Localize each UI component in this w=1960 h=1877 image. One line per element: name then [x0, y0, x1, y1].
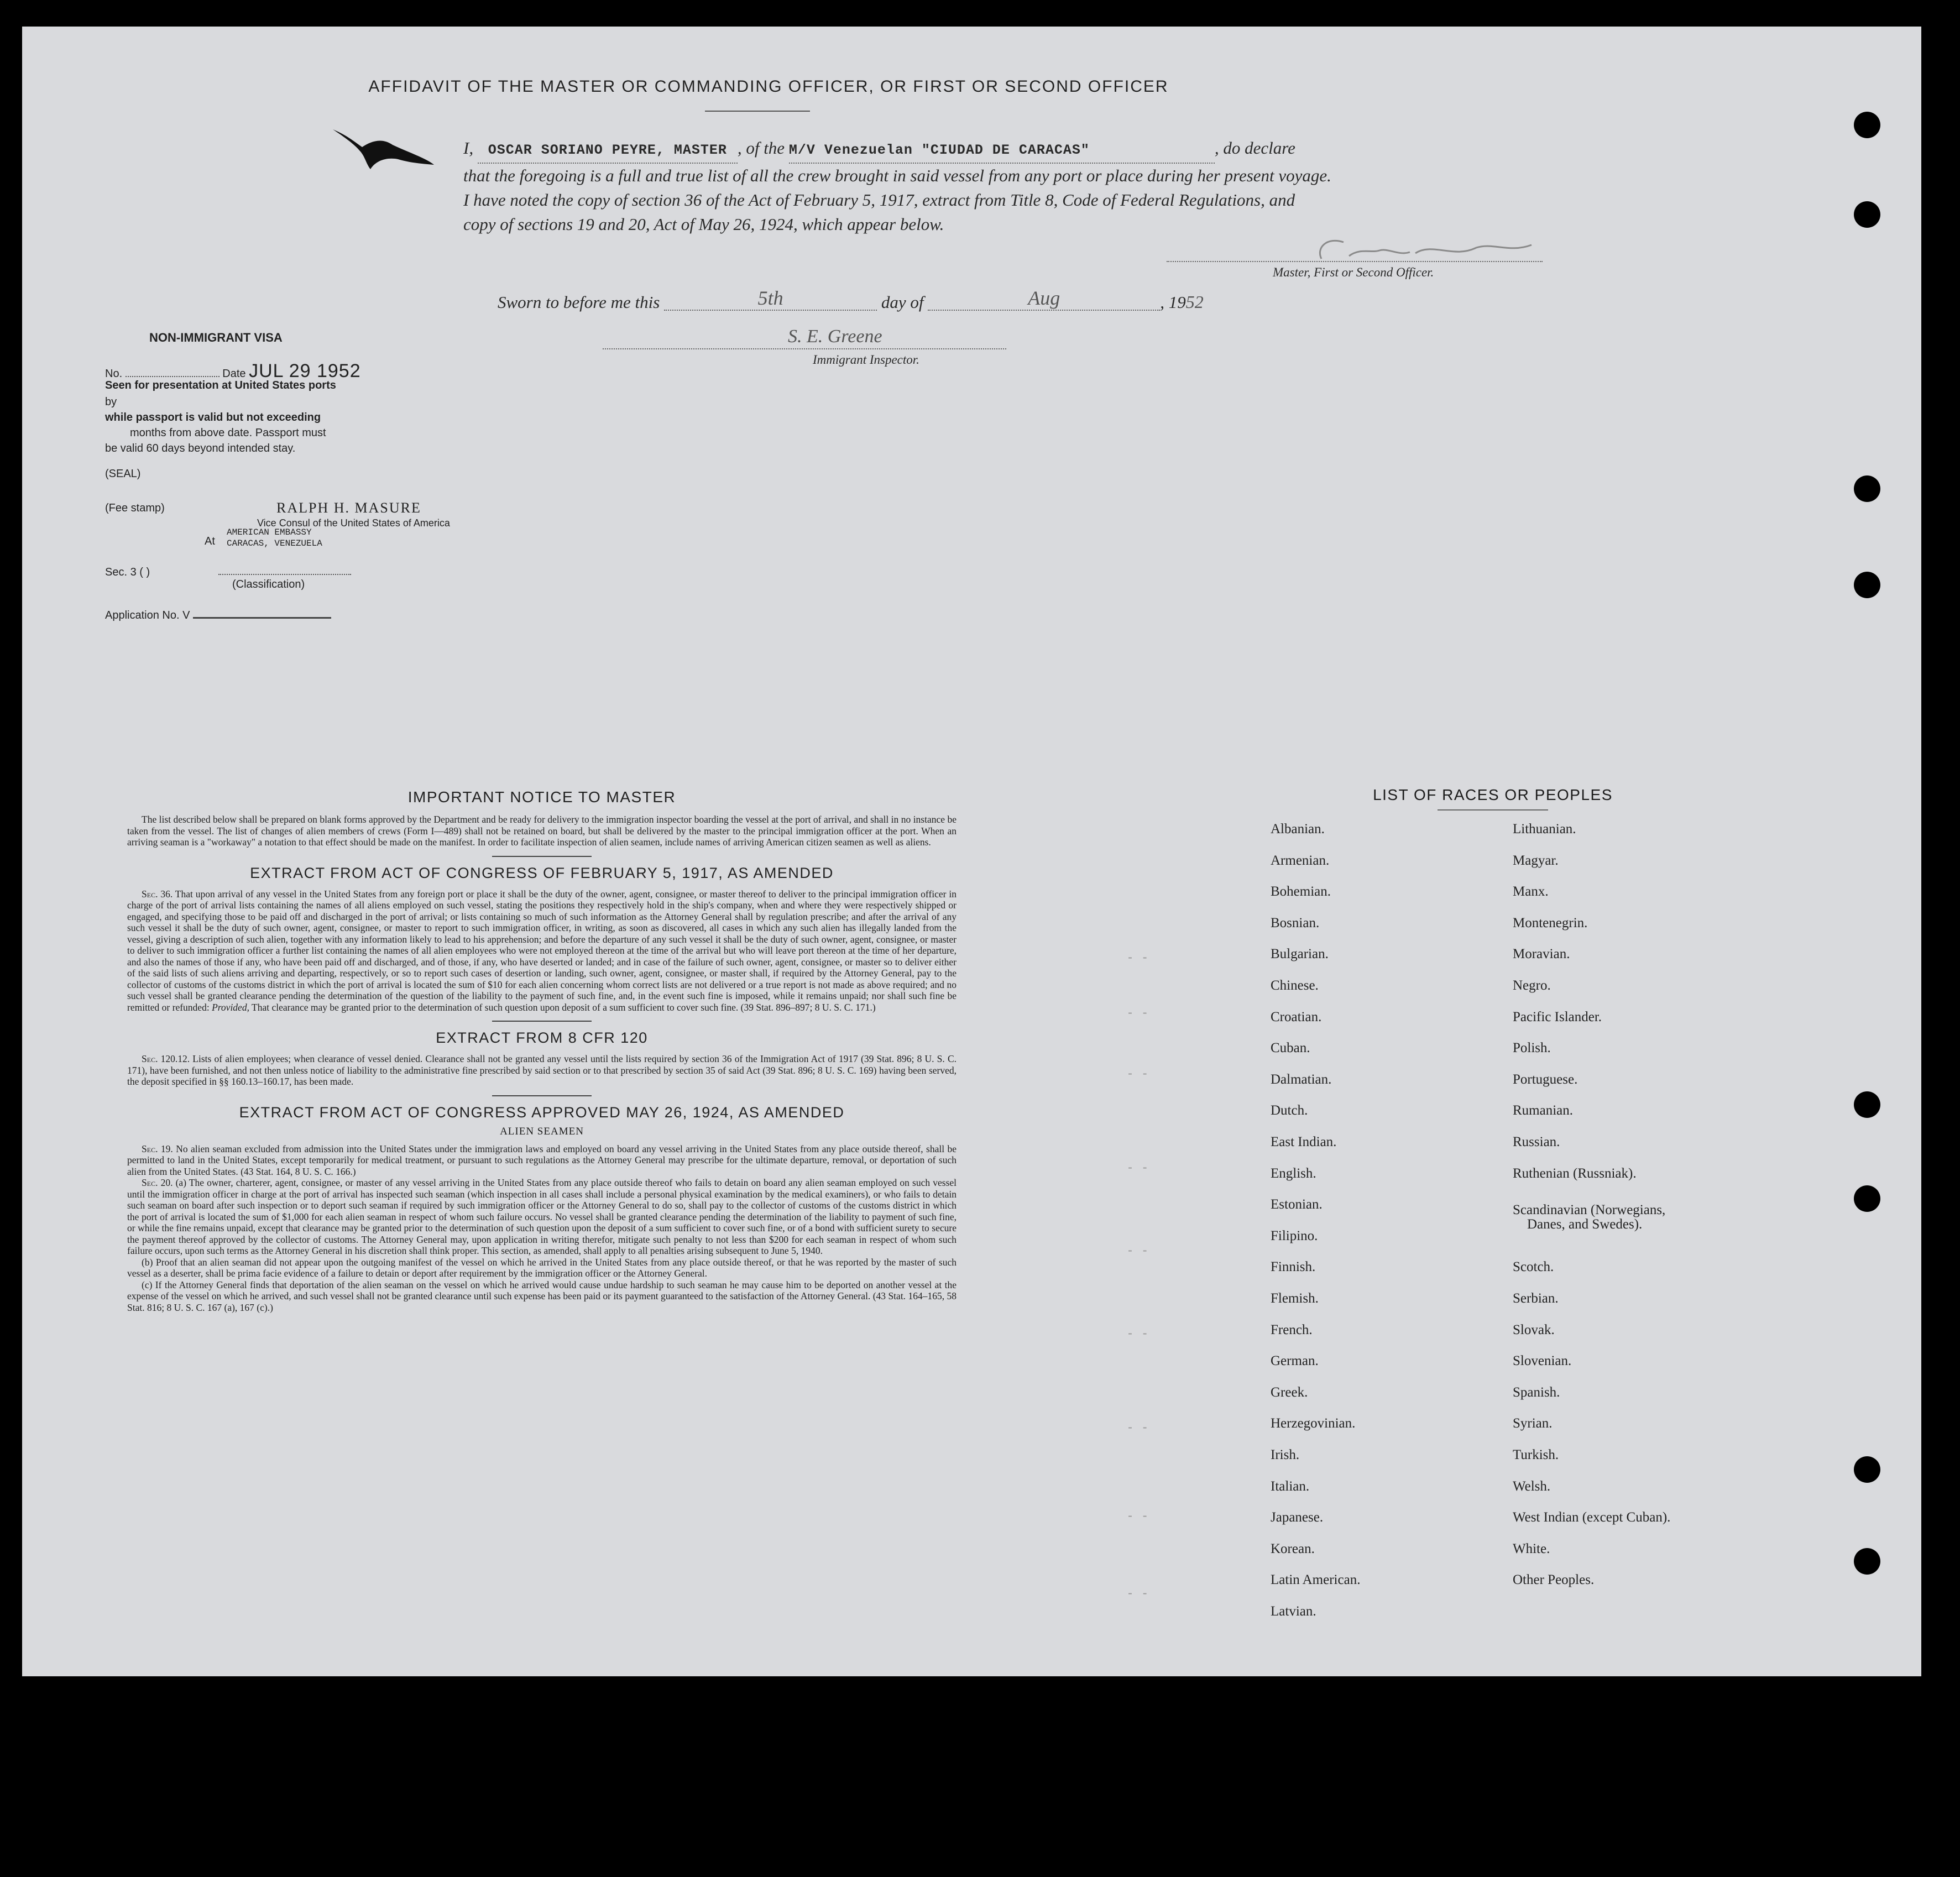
- race-item: Flemish.: [1271, 1291, 1319, 1306]
- race-item: Slovak.: [1513, 1322, 1555, 1337]
- race-item: Bulgarian.: [1271, 947, 1329, 962]
- sworn-day: 5th: [757, 287, 783, 309]
- title-underline: [705, 111, 810, 112]
- declaration-line-3: I have noted the copy of section 36 of the Act of February 5, 1917, extract from Title 8, Code of Federal Regulations, and: [463, 190, 1295, 210]
- sworn-month: Aug: [1028, 287, 1060, 309]
- notice-title: IMPORTANT NOTICE TO MASTER: [407, 788, 676, 806]
- race-item: Korean.: [1271, 1541, 1315, 1556]
- race-item: Russian.: [1513, 1134, 1560, 1149]
- race-item: Moravian.: [1513, 947, 1570, 962]
- visa-classification: (Classification): [232, 578, 305, 590]
- sec-20b-text: [127, 1257, 957, 1279]
- declaration-line-1: [463, 136, 1547, 164]
- sec-20b-body: (b) Proof that an alien seaman did not appear upon the outgoing manifest of the vessel on which he arrived in the United States from any place outside thereof, or that he was reported by the master of such vessel as a deserter, shall be prima facie evidence of a failure to detain or deport after requirement by the immigration officer or the Attorney General.: [127, 1256, 957, 1279]
- race-item: Magyar.: [1513, 853, 1559, 868]
- race-item: Bohemian.: [1271, 884, 1331, 900]
- master-signature-caption: Master, First or Second Officer.: [1273, 265, 1434, 279]
- sec-36-label: Sec. 36.: [142, 888, 173, 900]
- visa-no-label: No.: [105, 368, 123, 380]
- race-item: Ruthenian (Russniak).: [1513, 1165, 1637, 1181]
- race-item: Filipino.: [1271, 1228, 1318, 1243]
- race-item: Dutch.: [1271, 1103, 1308, 1118]
- inspector-signature-line: [603, 348, 1006, 349]
- race-item: Lithuanian.: [1513, 822, 1576, 836]
- inspector-signature: S. E. Greene: [788, 326, 882, 347]
- visa-sec: Sec. 3 ( ): [105, 566, 150, 578]
- binder-hole: [1854, 1456, 1880, 1483]
- visa-seal: (SEAL): [105, 468, 141, 480]
- vessel-field: [789, 136, 1215, 164]
- divider-1: [492, 856, 592, 857]
- race-item: Greek.: [1271, 1384, 1308, 1400]
- race-item: East Indian.: [1271, 1134, 1337, 1149]
- race-item: Polish.: [1513, 1041, 1551, 1056]
- race-item: Albanian.: [1271, 822, 1325, 836]
- race-item: Spanish.: [1513, 1384, 1560, 1400]
- race-item: Slovenian.: [1513, 1353, 1572, 1369]
- extract-cfr-text: [127, 1053, 957, 1087]
- sec-36-body: That upon arrival of any vessel in the United States from any foreign port or place it shall be the duty of the owner, agent, consignee, or master thereof to deliver to the principal immigration officer in charge of the port of arrival lists containing the names of all aliens employed on such vessel, stating the positions they respectively hold in the ship's company, when and where they were respectively shipped or engaged, and specifying those to be paid off and discharged in the port of arrival; or lists containing so much of such information as the Attorney General shall by regulation prescribe; and after the arrival of any such vessel it shall be the duty of such owner, agent, consignee, or master to report to such immigration officer, in writing, as soon as discovered, all cases in which any such alien has illegally landed from the vessel, giving a description of such alien, together with any information likely to lead to his apprehension; and before the departure of any such vessel it shall be the duty of such owner, agent, consignee, or master to deliver to such immigration officer a further list containing the names of all alien employees who were not employed thereon at the time of the arrival but who will leave port thereon at the time of her departure, and also the names of those if any, who have been paid off and discharged, and of those, if any, who have deserted or landed; and in case of the failure of such owner, agent, consignee, or master so to deliver either of the said lists of such aliens arriving and departing, respectively, or so to report such cases of desertion or landing, such owner, agent, consignee, or master shall, if required by the Attorney General, pay to the collector of customs of the customs district in which the port of arrival is located the sum of $10 for each alien concerning whom correct lists are not delivered or a true report is not made as above required; and no such vessel shall be granted clearance pending the determination of the question of the liability to the payment of such fine, and, in the event such fine is imposed, while it remains unpaid; nor shall such fine be remitted or refunded:: [127, 888, 957, 1013]
- visa-fee-stamp: (Fee stamp): [105, 502, 165, 514]
- notice-body: The list described below shall be prepared on blank forms approved by the Department and be ready for delivery to the immigration inspector boarding the vessel at the port of arrival, and shall in no instance be taken from the vessel. The list of changes of alien members of crews (Form I—489) shall not be retained on board, but shall be delivered by the master to the principal immigration officer at the port. When an arriving seaman is a "workaway" a notation to that effect should be made on the manifest. In order to facilitate inspection of alien seamen, include names of arriving American citizen seamen as well as aliens.: [127, 814, 957, 848]
- race-item: Pacific Islander.: [1513, 1009, 1602, 1024]
- sec-20a-text: [127, 1177, 957, 1257]
- race-item: English.: [1271, 1165, 1316, 1181]
- faint-dash: - -: [1128, 1160, 1151, 1175]
- faint-dash: - -: [1128, 950, 1151, 965]
- notice-text: [127, 814, 957, 848]
- sec-19-text: [127, 1143, 957, 1178]
- race-item: Welsh.: [1513, 1478, 1551, 1494]
- binder-hole: [1854, 1091, 1880, 1118]
- race-item: Danes, and Swedes).: [1527, 1217, 1643, 1232]
- year-suffix: 52: [1185, 292, 1204, 312]
- declaration-line-2: that the foregoing is a full and true list of all the crew brought in said vessel from any port or place during her present voyage.: [463, 166, 1331, 185]
- race-item: Scotch.: [1513, 1259, 1554, 1275]
- visa-date-label: Date: [222, 368, 246, 380]
- race-item: Estonian.: [1271, 1197, 1323, 1212]
- binder-hole: [1854, 1185, 1880, 1212]
- sec-19-label: Sec. 19.: [142, 1143, 173, 1154]
- visa-no-field: [126, 376, 219, 377]
- race-item: French.: [1271, 1322, 1313, 1337]
- race-item: Japanese.: [1271, 1510, 1324, 1525]
- race-item: Montenegrin.: [1513, 915, 1588, 930]
- declaration-block: [463, 136, 1547, 237]
- race-item: Cuban.: [1271, 1041, 1310, 1056]
- notice-column: [127, 788, 957, 1313]
- faint-dash: - -: [1128, 1508, 1151, 1523]
- sworn-label: Sworn to before me this: [498, 292, 660, 312]
- extract-cfr-title: EXTRACT FROM 8 CFR 120: [436, 1029, 648, 1046]
- sworn-line: [498, 287, 1204, 314]
- race-item: Finnish.: [1271, 1259, 1316, 1275]
- extract-1917-text: [127, 888, 957, 1013]
- alien-seamen-subtitle: ALIEN SEAMEN: [500, 1125, 584, 1137]
- visa-passport-line: while passport is valid but not exceeding: [105, 411, 321, 423]
- sec-120-body: Lists of alien employees; when clearance of vessel denied. Clearance shall not be granted any vessel until the lists required by section 36 of the Immigration Act of 1917 (39 Stat. 896; 8 U. S. C. 171), have been furnished, and not then unless notice of liability to the administrative fine prescribed by said section or to that prescribed by section 35 of said Act (39 Stat. 896; 8 U. S. C. 169) having been served, the deposit specified in §§ 160.13–160.17, has been made.: [127, 1053, 957, 1087]
- ink-blot-mark: [332, 125, 437, 186]
- faint-dash: - -: [1128, 1243, 1151, 1258]
- do-declare-label: , do declare: [1214, 138, 1295, 158]
- of-the-label: , of the: [737, 138, 785, 158]
- visa-vice-consul: Vice Consul of the United States of America: [257, 517, 450, 529]
- race-item: Scandinavian (Norwegians,: [1513, 1202, 1666, 1218]
- race-item: Italian.: [1271, 1478, 1310, 1494]
- race-item: Latin American.: [1271, 1572, 1361, 1588]
- visa-months-line: months from above date. Passport must: [130, 427, 326, 439]
- visa-valid-line: be valid 60 days beyond intended stay.: [105, 442, 296, 454]
- binder-hole: [1854, 201, 1880, 228]
- faint-dash: - -: [1128, 1420, 1151, 1435]
- race-item: Armenian.: [1271, 853, 1330, 868]
- extract-1924-title: EXTRACT FROM ACT OF CONGRESS APPROVED MAY 26, 1924, AS AMENDED: [239, 1104, 845, 1121]
- visa-by-label: by: [105, 396, 117, 408]
- race-item: Turkish.: [1513, 1447, 1559, 1462]
- race-item: Manx.: [1513, 884, 1549, 900]
- races-title-underline: [1438, 809, 1548, 811]
- race-item: Syrian.: [1513, 1416, 1553, 1431]
- master-name: OSCAR SORIANO PEYRE, MASTER: [488, 142, 727, 158]
- sec-120-label: Sec. 120.12.: [142, 1053, 190, 1064]
- binder-hole: [1854, 572, 1880, 598]
- visa-application-label: Application No. V: [105, 609, 190, 621]
- sec-20c-text: [127, 1279, 957, 1314]
- binder-hole: [1854, 112, 1880, 138]
- sec-19-body: No alien seaman excluded from admission into the United States under the immigration laws and employed on board any vessel arriving in the United States from any place outside thereof, shall be permitted to land in the United States, except temporarily for medical treatment, or pursuant to such regulations as the Attorney General may prescribe for the ultimate departure, removal, or deportation of such alien from the United States. (43 Stat. 164, 8 U. S. C. 166.): [127, 1143, 957, 1177]
- race-item: Irish.: [1271, 1447, 1300, 1462]
- faint-dash: - -: [1128, 1326, 1151, 1341]
- visa-by-line: [105, 396, 117, 409]
- faint-dash: - -: [1128, 1005, 1151, 1020]
- visa-at-label: At: [205, 535, 215, 547]
- i-label: I,: [463, 138, 474, 158]
- sec-20a-body: (a) The owner, charterer, agent, consignee, or master of any vessel arriving in the United States from any place outside thereof who fails to detain on board any alien seaman employed on such vessel until the immigration officer in charge at the port of arrival has inspected such seaman (which inspection in all cases shall include a personal physical examination by the medical examiners), or who fails to detain such seaman on board after such inspection or to deport such seaman if required by such immigration officer or the Attorney General to do so, shall pay to the collector of customs of the customs district in which the port of arrival is located the sum of $1,000 for each alien seaman in respect of whom such failure occurs. No vessel shall be granted clearance pending the determination of the liability to payment of such fine, or while the fine remains unpaid, except that clearance may be granted prior to the determination of such question upon the deposit of a sum sufficient to cover such fine, or of a bond with sufficient surety to secure the payment thereof approved by the collector of customs. The Attorney General may, upon application in writing therefor, mitigate such penalty to not less than $200 for each seaman in respect of whom such failure occurs, upon such terms as the Attorney General in his discretion shall think proper. This section, as amended, shall apply to all penalties arising subsequent to June 5, 1940.: [127, 1177, 957, 1256]
- visa-embassy: AMERICAN EMBASSY: [227, 527, 312, 537]
- sworn-month-field: [928, 286, 1160, 311]
- master-name-field: [478, 136, 738, 164]
- divider-2: [492, 1021, 592, 1022]
- faint-dash: - -: [1128, 1586, 1151, 1601]
- vessel-name: M/V Venezuelan "CIUDAD DE CARACAS": [788, 142, 1090, 158]
- visa-seen-line: Seen for presentation at United States ports: [105, 379, 336, 391]
- race-item: Croatian.: [1271, 1009, 1322, 1024]
- race-item: White.: [1513, 1541, 1550, 1556]
- sec-20c-body: (c) If the Attorney General finds that deportation of the alien seaman on the vessel on which he arrived would cause undue hardship to such seaman he may cause him to be deported on another vessel at the expense of the vessel on which he arrived, and such vessel shall not be granted clearance until such expense has been paid or its payment guaranteed to the satisfaction of the Attorney General. (43 Stat. 164–165, 58 Stat. 816; 8 U. S. C. 167 (a), 167 (c).): [127, 1279, 957, 1313]
- visa-classification-line: [218, 574, 351, 575]
- race-item: Other Peoples.: [1513, 1572, 1595, 1588]
- master-signature-line: [1167, 261, 1543, 262]
- race-item: Bosnian.: [1271, 915, 1320, 930]
- extract-1917-title: EXTRACT FROM ACT OF CONGRESS OF FEBRUARY 5, 1917, AS AMENDED: [250, 864, 834, 881]
- race-item: German.: [1271, 1353, 1319, 1369]
- visa-application: [105, 609, 331, 622]
- document-page: [22, 27, 1921, 1676]
- sec-36-end: That clearance may be granted prior to the determination of such question upon deposit of a sum sufficient to cover such fine. (39 Stat. 896–897; 8 U. S. C. 171.): [252, 1001, 876, 1013]
- visa-city: CARACAS, VENEZUELA: [227, 538, 322, 548]
- sworn-day-field: [664, 286, 877, 311]
- race-item: Negro.: [1513, 978, 1551, 993]
- year-prefix: , 19: [1160, 292, 1186, 312]
- sec-20-label: Sec. 20.: [142, 1177, 173, 1188]
- visa-stamp-title: NON-IMMIGRANT VISA: [149, 331, 283, 344]
- declaration-line-4: copy of sections 19 and 20, Act of May 26, 1924, which appear below.: [463, 215, 944, 234]
- visa-date: JUL 29 1952: [249, 360, 361, 381]
- race-item: Herzegovinian.: [1271, 1416, 1356, 1431]
- race-item: Serbian.: [1513, 1291, 1559, 1306]
- provided-word: Provided,: [212, 1001, 249, 1013]
- affidavit-title: AFFIDAVIT OF THE MASTER OR COMMANDING OFFICER, OR FIRST OR SECOND OFFICER: [368, 77, 1169, 96]
- races-title: LIST OF RACES OR PEOPLES: [1373, 786, 1613, 803]
- race-item: Chinese.: [1271, 978, 1319, 993]
- binder-hole: [1854, 1548, 1880, 1575]
- race-item: Dalmatian.: [1271, 1071, 1332, 1087]
- day-of-label: day of: [881, 292, 924, 312]
- divider-3: [492, 1095, 592, 1096]
- visa-officer: RALPH H. MASURE: [276, 500, 421, 516]
- race-item: Portuguese.: [1513, 1071, 1578, 1087]
- race-item: West Indian (except Cuban).: [1513, 1510, 1671, 1525]
- inspector-caption: Immigrant Inspector.: [813, 353, 919, 367]
- faint-dash: - -: [1128, 1066, 1151, 1081]
- binder-hole: [1854, 475, 1880, 502]
- race-item: Latvian.: [1271, 1604, 1316, 1619]
- race-item: Rumanian.: [1513, 1103, 1574, 1118]
- visa-application-field: [193, 617, 331, 619]
